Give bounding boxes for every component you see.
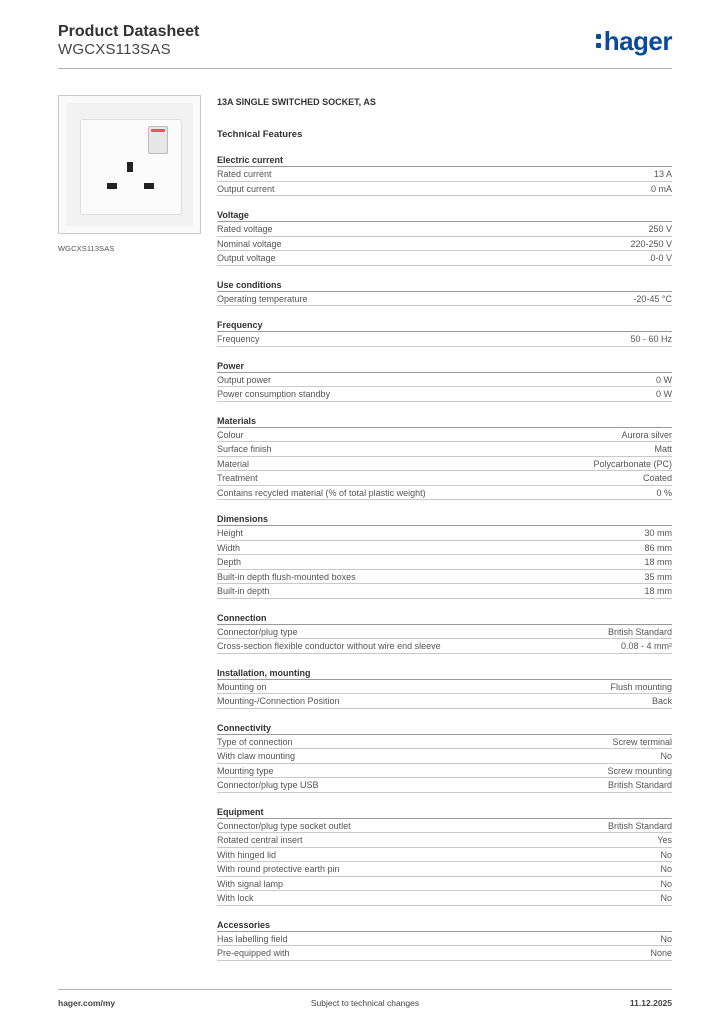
spec-row [217,486,672,501]
spec-row [217,457,672,472]
spec-value: British Standard [607,820,672,831]
spec-label: Contains recycled material (% of total plastic weight) [217,487,426,498]
spec-row [217,778,672,793]
image-caption: WGCXS113SAS [58,244,115,253]
footer-notice: Subject to technical changes [310,998,420,1008]
socket-plate-icon [66,103,193,226]
section-title: Voltage [217,209,672,222]
spec-row [217,749,672,764]
spec-label: Nominal voltage [217,238,282,249]
spec-label: With hinged lid [217,849,277,860]
spec-value: Flush mounting [610,681,672,692]
spec-row [217,570,672,585]
spec-row [217,819,672,834]
spec-label: Cross-section flexible conductor without wire end sleeve [217,641,441,651]
spec-label: Mounting-/Connection Position [217,696,340,706]
spec-row [217,555,672,570]
section-title: Use conditions [217,279,672,292]
product-image [58,95,201,234]
spec-row [217,373,672,388]
technical-features-heading: Technical Features [217,129,303,140]
spec-value: No [660,878,672,889]
spec-value: 250 V [648,224,672,234]
spec-value: 0 mA [650,183,672,194]
spec-row [217,292,672,307]
spec-value: Polycarbonate (PC) [593,458,672,469]
spec-value: No [660,751,672,761]
spec-row [217,471,672,486]
hager-colon-icon [596,31,601,49]
brand-logo[interactable] [596,27,672,55]
spec-value: Aurora silver [621,429,672,440]
spec-value: 18 mm [644,557,672,567]
spec-label: Output current [217,183,275,194]
spec-row [217,848,672,863]
footer-website-link[interactable]: hager.com/my [58,998,116,1008]
spec-row [217,891,672,906]
spec-section [217,513,672,599]
section-title: Power [217,360,672,373]
spec-label: Rotated central insert [217,835,303,845]
spec-row [217,877,672,892]
spec-label: Connector/plug type USB [217,780,319,790]
spec-value: Yes [657,835,672,845]
spec-label: Type of connection [217,736,293,747]
spec-section [217,360,672,402]
spec-label: With signal lamp [217,878,284,889]
spec-row [217,237,672,252]
spec-row [217,251,672,266]
spec-value: Screw terminal [612,736,672,747]
spec-section [217,279,672,307]
spec-value: 0.08 - 4 mm² [620,641,672,651]
spec-value: 13 A [653,169,672,179]
spec-value: 0 % [656,487,672,498]
spec-content [217,96,672,961]
spec-value: None [650,948,672,958]
spec-value: 86 mm [644,542,672,553]
earth-pin-slot [127,162,133,172]
spec-label: Mounting on [217,681,267,692]
section-title: Electric current [217,154,672,167]
spec-row [217,167,672,182]
spec-row [217,541,672,556]
spec-value: 18 mm [644,586,672,596]
spec-value: 0 W [655,374,672,385]
section-title: Connectivity [217,722,672,735]
spec-value: 50 - 60 Hz [630,334,672,344]
header-divider [58,68,672,69]
spec-label: Output voltage [217,253,276,263]
spec-label: With lock [217,893,254,903]
spec-value: British Standard [607,780,672,790]
spec-label: Treatment [217,473,258,483]
spec-label: Connector/plug type socket outlet [217,820,351,831]
spec-label: Has labelling field [217,933,288,944]
page-header [58,20,672,68]
spec-value: No [660,864,672,874]
spec-label: Material [217,458,250,469]
spec-section [217,319,672,347]
spec-row [217,222,672,237]
spec-row [217,387,672,402]
spec-value: -20-45 °C [633,293,672,304]
spec-label: Built-in depth [217,586,270,596]
spec-label: Surface finish [217,444,272,454]
spec-section [217,154,672,196]
spec-row [217,428,672,443]
spec-label: Connector/plug type [217,626,298,637]
spec-row [217,764,672,779]
document-title: Product Datasheet [58,23,200,40]
spec-label: Power consumption standby [217,389,331,399]
spec-value: Back [651,696,672,706]
spec-label: Frequency [217,334,260,344]
spec-row [217,735,672,750]
spec-label: Height [217,528,244,538]
spec-section [217,919,672,961]
spec-section [217,209,672,266]
spec-row [217,332,672,347]
spec-value: 30 mm [644,528,672,538]
spec-sections [217,154,672,961]
spec-value: Matt [654,444,672,454]
spec-section [217,612,672,654]
rocker-switch-icon [148,126,168,154]
spec-label: Depth [217,557,242,567]
spec-row [217,862,672,877]
spec-row [217,833,672,848]
spec-row [217,932,672,947]
spec-section [217,415,672,501]
spec-label: Pre-equipped with [217,948,290,958]
footer-divider [58,989,672,990]
neutral-pin-slot [144,183,154,189]
spec-row [217,526,672,541]
spec-label: Colour [217,429,244,440]
spec-row [217,442,672,457]
spec-row [217,694,672,709]
brand-logo-text: hager [603,26,672,56]
section-title: Connection [217,612,672,625]
spec-label: Built-in depth flush-mounted boxes [217,571,356,582]
spec-value: British Standard [607,626,672,637]
section-title: Dimensions [217,513,672,526]
spec-value: No [660,933,672,944]
spec-value: Screw mounting [607,765,672,776]
spec-section [217,722,672,793]
footer-date: 11.12.2025 [629,998,672,1008]
spec-row [217,680,672,695]
spec-value: 0 W [655,389,672,399]
spec-label: With claw mounting [217,751,296,761]
product-code: WGCXS113SAS [58,41,171,58]
spec-value: 220-250 V [630,238,672,249]
spec-row [217,584,672,599]
spec-value: No [660,849,672,860]
spec-row [217,182,672,197]
spec-value: 0-0 V [650,253,672,263]
spec-value: No [660,893,672,903]
spec-section [217,667,672,709]
section-title: Installation, mounting [217,667,672,680]
spec-value: Coated [642,473,672,483]
spec-label: Rated voltage [217,224,273,234]
section-title: Materials [217,415,672,428]
spec-value: 35 mm [644,571,672,582]
spec-label: Width [217,542,241,553]
spec-label: With round protective earth pin [217,864,340,874]
spec-row [217,625,672,640]
section-title: Frequency [217,319,672,332]
spec-label: Rated current [217,169,272,179]
live-pin-slot [107,183,117,189]
spec-label: Output power [217,374,272,385]
product-name: 13A SINGLE SWITCHED SOCKET, AS [217,97,376,107]
section-title: Accessories [217,919,672,932]
spec-label: Operating temperature [217,293,308,304]
spec-label: Mounting type [217,765,274,776]
spec-row [217,946,672,961]
spec-section [217,806,672,906]
spec-row [217,639,672,654]
section-title: Equipment [217,806,672,819]
